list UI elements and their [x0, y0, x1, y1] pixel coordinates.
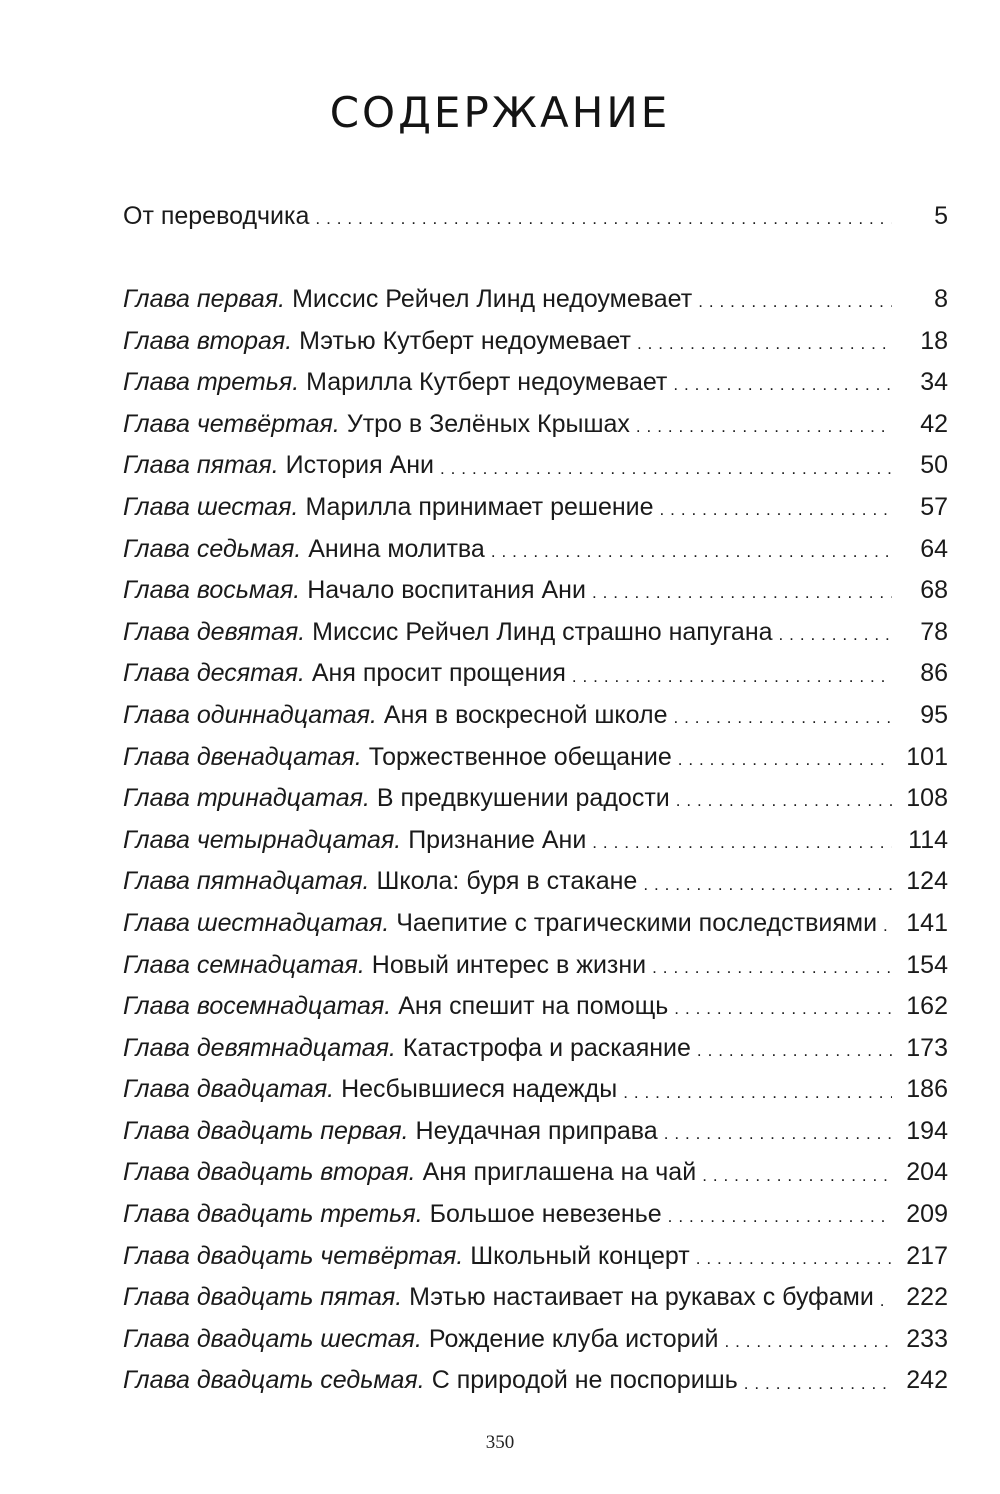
dot-leader: [315, 208, 892, 233]
toc-entry-page: 114: [908, 825, 948, 854]
toc-entry-page: 95: [920, 700, 948, 729]
toc-entry-page: 162: [906, 992, 948, 1021]
toc-entry-chapter[interactable]: [123, 1277, 948, 1319]
dot-leader: [698, 291, 892, 316]
toc-entry-page: 242: [906, 1366, 948, 1395]
toc-entry-chapter[interactable]: [123, 1111, 948, 1153]
toc-entry-page: 18: [920, 326, 948, 355]
toc-entry-page: 57: [920, 492, 948, 521]
chapter-title: С природой не поспоришь: [431, 1366, 738, 1395]
toc-preface: [123, 196, 948, 238]
dot-leader: [702, 1165, 892, 1190]
toc-entry-label: [123, 1277, 874, 1319]
dot-leader: [660, 499, 892, 524]
toc-entry-label: [123, 945, 646, 987]
toc-entry-label: [123, 1236, 690, 1278]
chapter-title: Миссис Рейчел Линд страшно напугана: [312, 617, 773, 646]
chapter-title: Аня спешит на помощь: [398, 992, 669, 1021]
chapter-title: Анина молитва: [308, 534, 485, 563]
chapter-title: Марилла принимает решение: [305, 492, 654, 521]
toc-entry-chapter[interactable]: [123, 1069, 948, 1111]
chapter-title: История Ани: [285, 451, 435, 480]
chapter-number: Глава вторая.: [123, 326, 293, 355]
toc-entry-chapter[interactable]: [123, 1319, 948, 1361]
toc-entry-page: 173: [906, 1033, 948, 1062]
toc-entry-chapter[interactable]: [123, 653, 948, 695]
toc-entry-label: [123, 612, 773, 654]
toc-entry-page: 124: [906, 867, 948, 896]
chapter-number: Глава двадцатая.: [123, 1075, 335, 1104]
toc-entry-page: 50: [920, 451, 948, 480]
toc-entry-page: 101: [906, 742, 948, 771]
dot-leader: [668, 1206, 892, 1231]
toc-entry-label: [123, 903, 877, 945]
toc-entry-page: 141: [906, 908, 948, 937]
toc-entry-chapter[interactable]: [123, 1028, 948, 1070]
chapter-number: Глава двадцать третья.: [123, 1200, 423, 1229]
chapter-title: Начало воспитания Ани: [307, 576, 586, 605]
dot-leader: [572, 666, 892, 691]
dot-leader: [636, 416, 892, 441]
chapter-title: Катастрофа и раскаяние: [402, 1033, 691, 1062]
toc-entry-chapter[interactable]: [123, 487, 948, 529]
dot-leader: [673, 374, 892, 399]
toc-entry-chapter[interactable]: [123, 695, 948, 737]
chapter-number: Глава двадцать вторая.: [123, 1158, 416, 1187]
toc-chapter-list: [123, 279, 948, 1402]
toc-entry-label: [123, 861, 637, 903]
chapter-title: Аня приглашена на чай: [422, 1158, 697, 1187]
toc-entry-label: [123, 1028, 691, 1070]
dot-leader: [724, 1331, 892, 1356]
chapter-number: Глава тринадцатая.: [123, 784, 370, 813]
toc-entry-title: От переводчика: [123, 202, 310, 230]
chapter-number: Глава восемнадцатая.: [123, 992, 392, 1021]
dot-leader: [674, 707, 893, 732]
toc-entry-chapter[interactable]: [123, 1360, 948, 1402]
toc-entry-label: [123, 321, 631, 363]
dot-leader: [592, 832, 892, 857]
toc-entry-chapter[interactable]: [123, 945, 948, 987]
toc-entry-label: [123, 404, 630, 446]
toc-entry-chapter[interactable]: [123, 903, 948, 945]
chapter-number: Глава двенадцатая.: [123, 742, 362, 771]
toc-entry-chapter[interactable]: [123, 279, 948, 321]
chapter-number: Глава двадцать первая.: [123, 1116, 409, 1145]
toc-entry-page: 5: [934, 202, 948, 230]
dot-leader: [779, 624, 892, 649]
chapter-title: Школьный концерт: [470, 1241, 690, 1270]
toc-entry-label: [123, 279, 692, 321]
toc-entry-page: 42: [920, 409, 948, 438]
toc-entry-page: 233: [906, 1324, 948, 1353]
toc-entry-page: 217: [906, 1241, 948, 1270]
toc-entry-chapter[interactable]: [123, 445, 948, 487]
toc-entry-page: 222: [906, 1283, 948, 1312]
dot-leader: [623, 1082, 892, 1107]
toc-entry-page: 8: [934, 285, 948, 313]
toc-entry-chapter[interactable]: [123, 986, 948, 1028]
toc-entry-label: [123, 487, 654, 529]
toc-entry-page: 86: [920, 659, 948, 688]
toc-entry-page: 194: [906, 1116, 948, 1145]
toc-entry-chapter[interactable]: [123, 1194, 948, 1236]
chapter-title: Миссис Рейчел Линд недоумевает: [292, 285, 693, 313]
toc-entry-page: 108: [906, 784, 948, 813]
chapter-number: Глава седьмая.: [123, 534, 302, 563]
toc-entry-page: 34: [920, 368, 948, 397]
toc-entry-chapter[interactable]: [123, 404, 948, 446]
dot-leader: [652, 957, 892, 982]
toc-entry-chapter[interactable]: [123, 362, 948, 404]
toc-entry-chapter[interactable]: [123, 570, 948, 612]
dot-leader: [696, 1248, 892, 1273]
chapter-title: Рождение клуба историй: [428, 1324, 719, 1353]
chapter-title: Новый интерес в жизни: [371, 950, 647, 979]
chapter-number: Глава восьмая.: [123, 576, 301, 605]
chapter-title: В предвкушении радости: [376, 784, 670, 813]
toc-entry-label: [123, 737, 672, 779]
dot-leader: [674, 998, 892, 1023]
dot-leader: [491, 541, 892, 566]
toc-entry-label: [123, 1111, 658, 1153]
chapter-number: Глава семнадцатая.: [123, 950, 365, 979]
chapter-title: Чаепитие с трагическими последствиями: [396, 908, 878, 937]
chapter-number: Глава третья.: [123, 368, 300, 397]
toc-entry-chapter[interactable]: [123, 321, 948, 363]
chapter-title: Мэтью настаивает на рукавах с буфами: [409, 1283, 874, 1312]
toc-entry-label: [123, 1194, 662, 1236]
toc-entry-label: [123, 570, 586, 612]
toc-entry-page: 68: [920, 576, 948, 605]
toc-entry-chapter[interactable]: [123, 1152, 948, 1194]
toc-entry-label: [123, 1152, 696, 1194]
dot-leader: [643, 874, 892, 899]
chapter-title: Неудачная приправа: [415, 1116, 658, 1145]
dot-leader: [697, 1040, 892, 1065]
chapter-number: Глава первая.: [123, 285, 286, 313]
page-title: СОДЕРЖАНИЕ: [329, 88, 671, 137]
dot-leader: [678, 749, 892, 774]
toc-entry-chapter[interactable]: [123, 820, 948, 862]
toc-entry-page: 154: [906, 950, 948, 979]
toc-entry-page: 186: [906, 1075, 948, 1104]
toc-entry-label: [123, 653, 566, 695]
dot-leader: [664, 1123, 892, 1148]
toc-entry-label: [123, 445, 434, 487]
toc-entry-label: [123, 1319, 718, 1361]
toc-entry-label: [123, 695, 668, 737]
chapter-title: Мэтью Кутберт недоумевает: [299, 326, 631, 355]
chapter-number: Глава шестнадцатая.: [123, 908, 390, 937]
chapter-title: Марилла Кутберт недоумевает: [306, 368, 668, 397]
dot-leader: [883, 915, 892, 940]
dot-leader: [637, 333, 892, 358]
chapter-number: Глава двадцать седьмая.: [123, 1366, 425, 1395]
toc-entry-chapter[interactable]: [123, 529, 948, 571]
chapter-number: Глава четвёртая.: [123, 409, 340, 438]
toc-entry-chapter[interactable]: [123, 612, 948, 654]
toc-entry-page: 64: [920, 534, 948, 563]
chapter-title: Большое невезенье: [429, 1200, 662, 1229]
toc-entry-label: [123, 362, 667, 404]
chapter-number: Глава пятнадцатая.: [123, 867, 370, 896]
chapter-title: Торжественное обещание: [368, 742, 672, 771]
chapter-number: Глава двадцать четвёртая.: [123, 1241, 464, 1270]
chapter-title: Аня в воскресной школе: [383, 700, 668, 729]
chapter-title: Аня просит прощения: [311, 659, 566, 688]
page-number: 350: [485, 1432, 515, 1453]
dot-leader: [592, 582, 892, 607]
toc-entry-chapter[interactable]: [123, 737, 948, 779]
chapter-number: Глава девятая.: [123, 617, 306, 646]
toc-entry-label: [123, 778, 670, 820]
chapter-number: Глава одиннадцатая.: [123, 700, 377, 729]
toc-entry-preface[interactable]: [123, 196, 948, 238]
toc-entry-page: 209: [906, 1200, 948, 1229]
toc-entry-chapter[interactable]: [123, 861, 948, 903]
toc-entry-page: 204: [906, 1158, 948, 1187]
chapter-number: Глава двадцать шестая.: [123, 1324, 422, 1353]
dot-leader: [744, 1373, 892, 1398]
chapter-number: Глава десятая.: [123, 659, 305, 688]
toc-entry-label: [123, 820, 586, 862]
chapter-number: Глава четырнадцатая.: [123, 825, 402, 854]
toc-entry-label: [123, 986, 668, 1028]
toc-entry-label: [123, 1069, 617, 1111]
chapter-number: Глава пятая.: [123, 451, 279, 480]
toc-entry-chapter[interactable]: [123, 778, 948, 820]
chapter-number: Глава девятнадцатая.: [123, 1033, 396, 1062]
chapter-number: Глава двадцать пятая.: [123, 1283, 403, 1312]
dot-leader: [676, 790, 892, 815]
dot-leader: [880, 1290, 892, 1315]
chapter-number: Глава шестая.: [123, 492, 299, 521]
chapter-title: Признание Ани: [408, 825, 587, 854]
chapter-title: Несбывшиеся надежды: [341, 1075, 618, 1104]
dot-leader: [440, 458, 892, 483]
chapter-title: Школа: буря в стакане: [376, 867, 638, 896]
toc-entry-chapter[interactable]: [123, 1236, 948, 1278]
toc-entry-label: [123, 529, 485, 571]
chapter-title: Утро в Зелёных Крышах: [346, 409, 630, 438]
toc-entry-page: 78: [920, 617, 948, 646]
toc-entry-label: [123, 1360, 738, 1402]
